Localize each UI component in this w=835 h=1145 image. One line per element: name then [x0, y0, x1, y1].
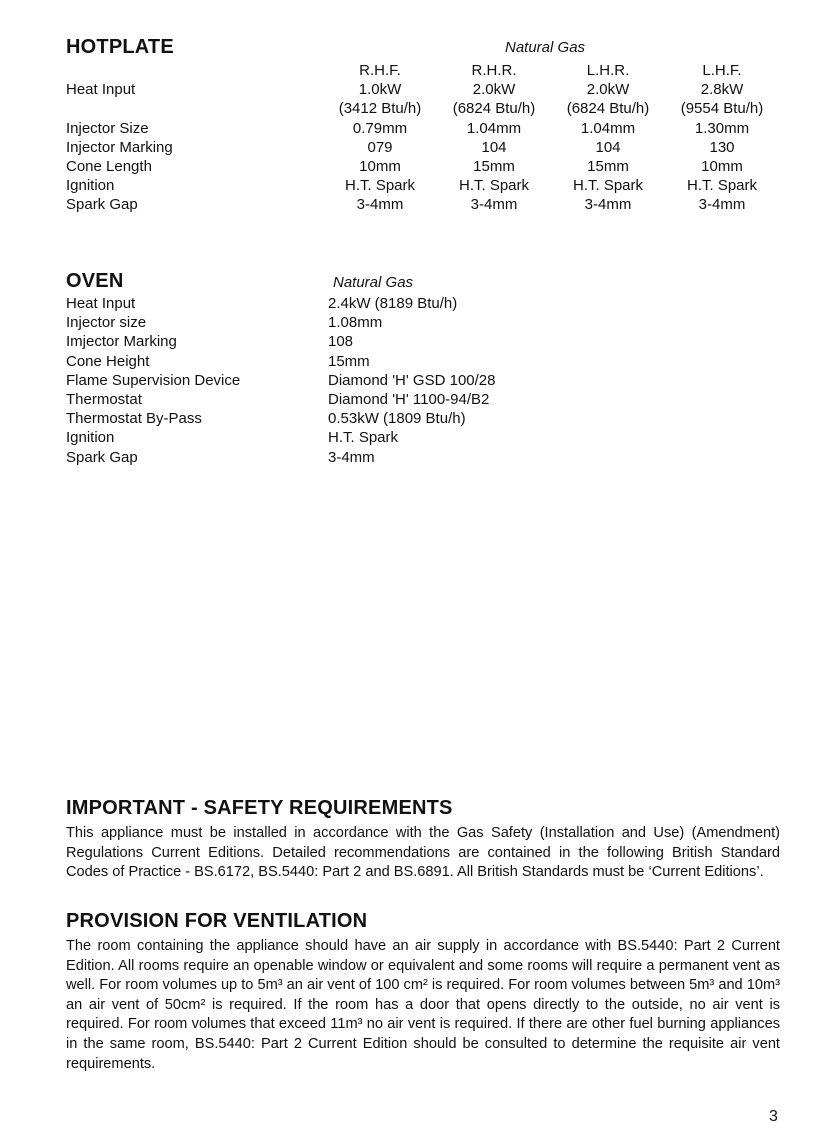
oven-gas-type: Natural Gas — [333, 274, 414, 291]
oven-value: 3-4mm — [328, 448, 375, 466]
table-cell: 1.04mm — [466, 119, 522, 137]
table-row — [66, 332, 586, 351]
oven-value: 108 — [328, 333, 354, 351]
table-row — [66, 313, 586, 332]
oven-value: 0.53kW (1809 Btu/h) — [328, 410, 466, 428]
table-cell: 3-4mm — [470, 196, 518, 214]
oven-value: H.T. Spark — [328, 429, 399, 447]
hotplate-column-lhf — [662, 61, 782, 215]
oven-value: 2.4kW (8189 Btu/h) — [328, 295, 458, 312]
oven-label: Flame Supervision Device — [66, 371, 241, 389]
oven-value: 15mm — [328, 352, 370, 370]
oven-value: 1.08mm — [328, 314, 383, 332]
hotplate-label-injector-size: Injector Size — [66, 119, 149, 137]
table-cell: 3-4mm — [356, 196, 404, 214]
oven-value: Diamond 'H' GSD 100/28 — [328, 371, 496, 389]
oven-label: Imjector Marking — [66, 333, 177, 351]
oven-label: Spark Gap — [66, 448, 138, 466]
hotplate-label-cone-length: Cone Length — [66, 157, 152, 175]
oven-heading: OVEN — [66, 270, 124, 292]
ventilation-heading: PROVISION FOR VENTILATION — [66, 910, 368, 932]
table-cell: 1.30mm — [694, 119, 750, 137]
table-cell: 3-4mm — [584, 196, 632, 214]
table-cell: (6824 Btu/h) — [452, 100, 536, 118]
table-cell: 3-4mm — [698, 196, 746, 214]
table-cell: 104 — [595, 138, 621, 156]
table-cell: 130 — [709, 138, 735, 156]
table-row — [66, 371, 586, 390]
hotplate-label-spark-gap: Spark Gap — [66, 196, 138, 214]
table-cell: 079 — [367, 138, 393, 156]
hotplate-label-heat-input: Heat Input — [66, 81, 136, 99]
table-cell: H.T. Spark — [686, 177, 758, 195]
hotplate-label-ignition: Ignition — [66, 177, 115, 195]
oven-label: Thermostat — [66, 390, 142, 408]
oven-label: Injector size — [66, 314, 147, 332]
table-cell: H.T. Spark — [572, 177, 644, 195]
table-cell: L.H.F. — [702, 62, 742, 79]
table-row — [66, 428, 586, 447]
oven-spec-table — [66, 294, 586, 467]
hotplate-labels — [66, 61, 316, 215]
table-cell: 10mm — [701, 157, 743, 175]
table-row — [66, 352, 586, 371]
table-row — [66, 294, 586, 313]
table-cell: 15mm — [587, 157, 629, 175]
hotplate-gas-type: Natural Gas — [505, 39, 586, 56]
table-row — [66, 448, 586, 467]
table-cell: (6824 Btu/h) — [566, 100, 650, 118]
hotplate-label-injector-marking: Injector Marking — [66, 138, 173, 156]
table-cell: (9554 Btu/h) — [680, 100, 764, 118]
table-cell: H.T. Spark — [458, 177, 530, 195]
hotplate-column-rhr — [434, 61, 554, 215]
table-cell: (3412 Btu/h) — [338, 100, 422, 118]
table-cell: R.H.F. — [359, 62, 401, 79]
table-cell: 1.0kW — [358, 81, 402, 99]
hotplate-label — [66, 99, 316, 118]
oven-value: Diamond 'H' 1100-94/B2 — [328, 390, 490, 408]
table-cell: 104 — [481, 138, 507, 156]
table-cell: 10mm — [359, 157, 401, 175]
hotplate-label — [66, 61, 316, 80]
safety-paragraph: This appliance must be installed in accordance with the Gas Safety (Installation and Use) (Amendment) Regulations Current Editions. Detailed recommendations are contained in the following British Standard Codes of Practice - BS.6172, BS.5440: Part 2 and BS.6891. All British Standards must be ‘Current Editions’. — [66, 825, 780, 881]
page-number: 3 — [769, 1108, 778, 1125]
table-cell: R.H.R. — [471, 62, 517, 79]
table-cell: 2.0kW — [586, 81, 630, 99]
table-cell: 0.79mm — [352, 119, 408, 137]
table-row — [66, 409, 586, 428]
hotplate-column-lhr — [548, 61, 668, 215]
ventilation-paragraph: The room containing the appliance should have an air supply in accordance with BS.5440: Part 2 Current Edition. All rooms require an openable window or equivalent and some rooms will require a permanent vent as well. For room volumes up to 5m³ an air vent of 100 cm² is required. For room volumes between 5m³ and 10m³ an air vent of 50cm² is required. If the room has a door that opens directly to the outside, no air vent is required. For room volumes that exceed 11m³ no air vent is required. If there are other fuel burning appliances in the same room, BS.5440: Part 2 Current Edition should be consulted to determine the requisite air vent requirements. — [66, 938, 780, 1072]
oven-label: Heat Input — [66, 295, 136, 312]
safety-heading: IMPORTANT - SAFETY REQUIREMENTS — [66, 797, 453, 819]
table-row — [66, 390, 586, 409]
table-cell: 2.0kW — [472, 81, 516, 99]
table-cell: H.T. Spark — [344, 177, 416, 195]
oven-label: Ignition — [66, 429, 115, 447]
table-cell: 1.04mm — [580, 119, 636, 137]
table-cell: 15mm — [473, 157, 515, 175]
oven-label: Thermostat By-Pass — [66, 410, 202, 428]
hotplate-column-rhf — [320, 61, 440, 215]
table-cell: 2.8kW — [700, 81, 744, 99]
hotplate-heading: HOTPLATE — [66, 36, 174, 58]
table-cell: L.H.R. — [586, 62, 630, 79]
oven-label: Cone Height — [66, 352, 150, 370]
